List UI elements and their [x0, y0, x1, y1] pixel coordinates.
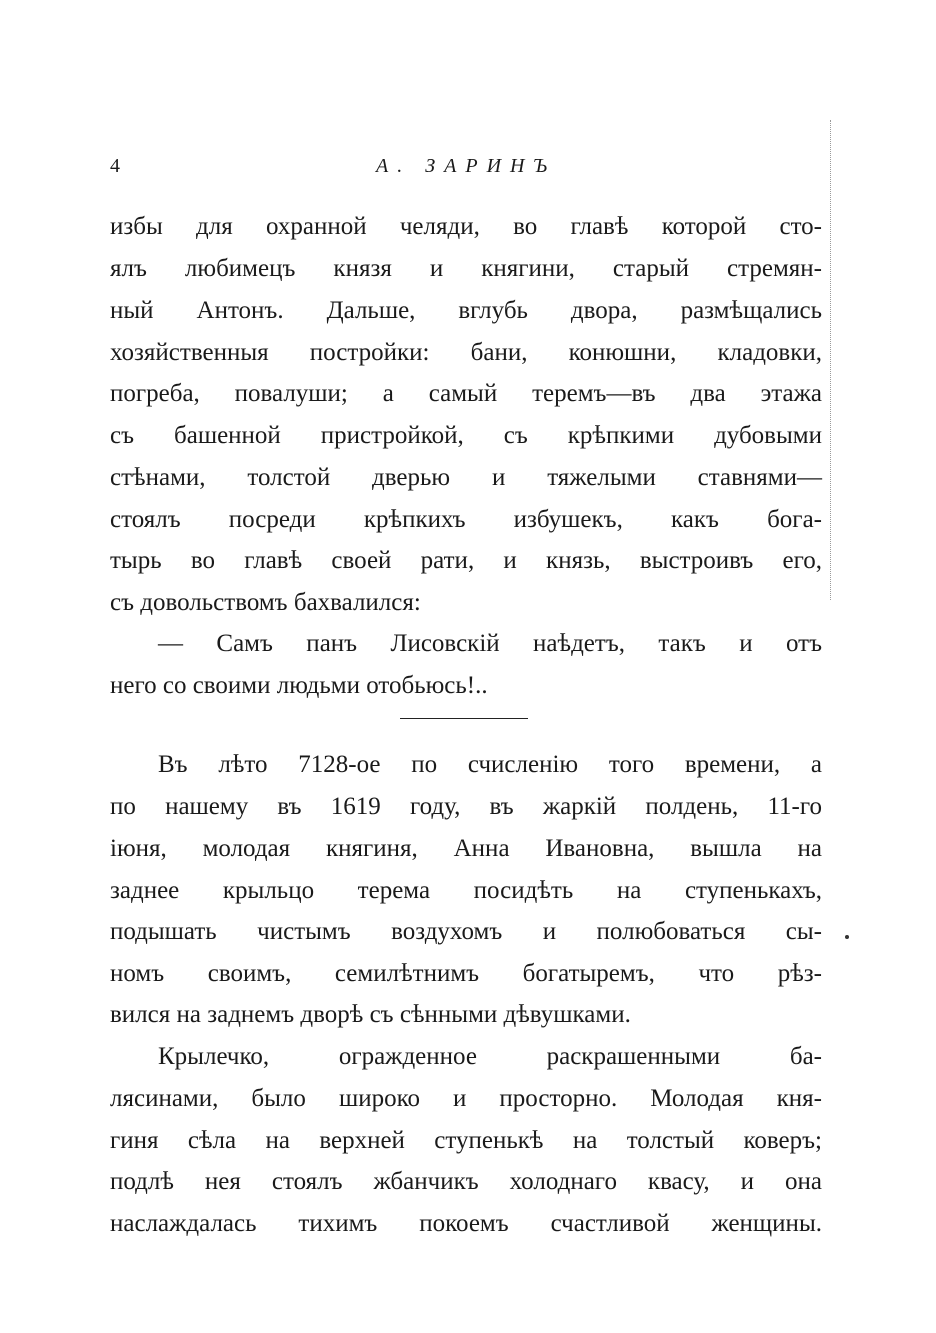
- page-number: 4: [110, 155, 120, 177]
- text-line: гиня сѣла на верхней ступенькѣ на толстый коверъ;: [110, 1127, 822, 1154]
- text-line: погреба, повалуши; а самый теремъ—въ два этажа: [110, 380, 822, 407]
- text-line: подлѣ нея стоялъ жбанчикъ холоднаго квасу, и она: [110, 1168, 822, 1195]
- print-speck: [845, 935, 849, 939]
- text-line: заднее крыльцо терема посидѣть на ступенькахъ,: [110, 877, 822, 904]
- text-line: лясинами, было широко и просторно. Молодая кня-: [110, 1085, 822, 1112]
- text-line: Въ лѣто 7128-ое по счисленію того времени, а: [158, 751, 822, 778]
- text-line: Крылечко, огражденное раскрашенными ба-: [158, 1043, 822, 1070]
- text-line: тырь во главѣ своей рати, и князь, выстроивъ его,: [110, 547, 822, 574]
- text-line: подышать чистымъ воздухомъ и полюбоваться сы-: [110, 918, 822, 945]
- text-line: — Самъ панъ Лисовскій наѣдетъ, такъ и отъ: [158, 630, 822, 657]
- running-title: А. ЗАРИНЪ: [376, 155, 556, 177]
- text-line: номъ своимъ, семилѣтнимъ богатыремъ, что рѣз-: [110, 960, 822, 987]
- text-line: ный Антонъ. Дальше, вглубь двора, размѣщались: [110, 297, 822, 324]
- text-line: наслаждалась тихимъ покоемъ счастливой женщины.: [110, 1210, 822, 1237]
- text-line: стоялъ посреди крѣпкихъ избушекъ, какъ бога-: [110, 506, 822, 533]
- text-line: хозяйственныя постройки: бани, конюшни, кладовки,: [110, 339, 822, 366]
- text-line: вился на заднемъ дворѣ съ сѣнными дѣвушками.: [110, 1001, 631, 1028]
- text-line: съ довольствомъ бахвалился:: [110, 589, 421, 616]
- text-line: по нашему въ 1619 году, въ жаркій полдень, 11-го: [110, 793, 822, 820]
- page-edge-speckle: [830, 120, 835, 600]
- text-line: съ башенной пристройкой, съ крѣпкими дубовыми: [110, 422, 822, 449]
- text-line: іюня, молодая княгиня, Анна Ивановна, вышла на: [110, 835, 822, 862]
- page-header: [110, 155, 822, 185]
- text-line: избы для охранной челяди, во главѣ которой сто-: [110, 213, 822, 240]
- section-divider: [400, 718, 528, 719]
- text-line: него со своими людьми отобьюсь!..: [110, 672, 488, 699]
- text-line: ялъ любимецъ князя и княгини, старый стремян-: [110, 255, 822, 282]
- text-line: стѣнами, толстой дверью и тяжелыми ставнями—: [110, 464, 822, 491]
